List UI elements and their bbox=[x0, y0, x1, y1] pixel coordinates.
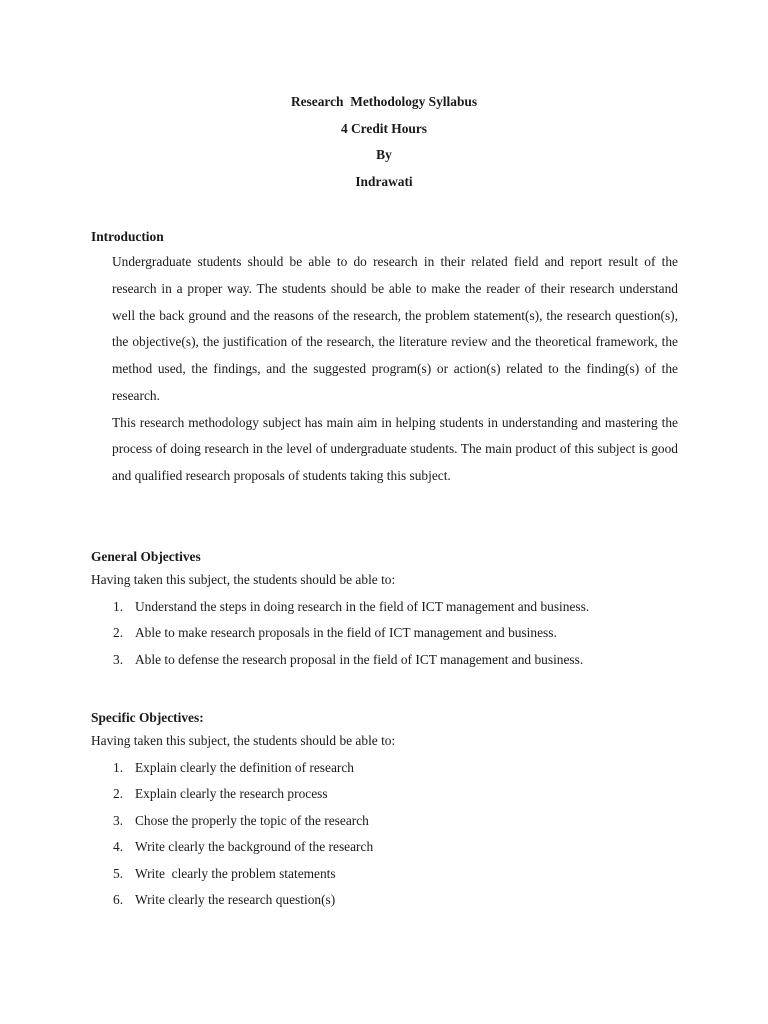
list-item bbox=[91, 834, 678, 861]
list-item-number: 3. bbox=[113, 651, 124, 667]
list-item-text: Chose the properly the topic of the research bbox=[135, 812, 369, 828]
list-item-number: 2. bbox=[113, 625, 124, 640]
list-item-number: 1. bbox=[113, 759, 124, 775]
document-title: Research Methodology Syllabus bbox=[290, 94, 478, 109]
list-item-number: 4. bbox=[113, 839, 124, 854]
list-item-text: Write clearly the background of the research bbox=[135, 839, 374, 854]
list-item-text: Explain clearly the definition of research bbox=[135, 759, 354, 775]
list-item-number: 2. bbox=[113, 786, 124, 801]
list-item-text: Write clearly the research question(s) bbox=[135, 892, 336, 907]
specific-objectives-list bbox=[91, 755, 678, 914]
list-item-number: 3. bbox=[113, 812, 124, 828]
specific-objectives-lead: Having taken this subject, the students should be able to: bbox=[91, 733, 396, 748]
specific-objectives-section bbox=[91, 708, 678, 914]
list-item bbox=[91, 861, 678, 888]
list-item-number: 6. bbox=[113, 892, 124, 907]
general-objectives-list bbox=[91, 594, 678, 674]
list-item-text: Able to make research proposals in the field of ICT management and business. bbox=[135, 625, 557, 640]
general-objectives-heading: General Objectives bbox=[91, 549, 201, 564]
by-label: By bbox=[376, 147, 392, 163]
introduction-paragraph-1: Undergraduate students should be able to do research in their related field and report result of the research in a proper way. The students should be able to make the reader of their research understand well the back ground and the reasons of the research, the problem statement(s), the research question(s), the objective(s), the justification of the research, the literature review and the theoretical framework, the method used, the findings, and the suggested program(s) or action(s) related to the finding(s) of the research. bbox=[112, 254, 678, 403]
list-item bbox=[91, 887, 678, 914]
list-item bbox=[91, 594, 678, 621]
introduction-section bbox=[91, 227, 678, 490]
list-item-number: 1. bbox=[113, 598, 124, 614]
list-item bbox=[91, 755, 678, 782]
introduction-heading: Introduction bbox=[91, 229, 164, 244]
author-name: Indrawati bbox=[355, 174, 413, 190]
list-item bbox=[91, 620, 678, 647]
list-item bbox=[91, 647, 678, 674]
list-item-number: 5. bbox=[113, 865, 124, 881]
list-item bbox=[91, 808, 678, 835]
general-objectives-lead: Having taken this subject, the students should be able to: bbox=[91, 572, 396, 587]
list-item-text: Able to defense the research proposal in the field of ICT management and business. bbox=[135, 651, 584, 667]
list-item-text: Explain clearly the research process bbox=[135, 786, 328, 801]
credit-hours: 4 Credit Hours bbox=[340, 120, 428, 136]
list-item bbox=[91, 781, 678, 808]
general-objectives-section bbox=[91, 547, 678, 673]
list-item-text: Understand the steps in doing research in the field of ICT management and business. bbox=[135, 598, 590, 614]
list-item-text: Write clearly the problem statements bbox=[135, 865, 336, 881]
document-header bbox=[0, 92, 768, 199]
specific-objectives-heading: Specific Objectives: bbox=[91, 710, 204, 725]
introduction-paragraph-2: This research methodology subject has main aim in helping students in understanding and mastering the process of doing research in the level of undergraduate students. The main product of this subject is good and qualified research proposals of students taking this subject. bbox=[112, 414, 678, 483]
